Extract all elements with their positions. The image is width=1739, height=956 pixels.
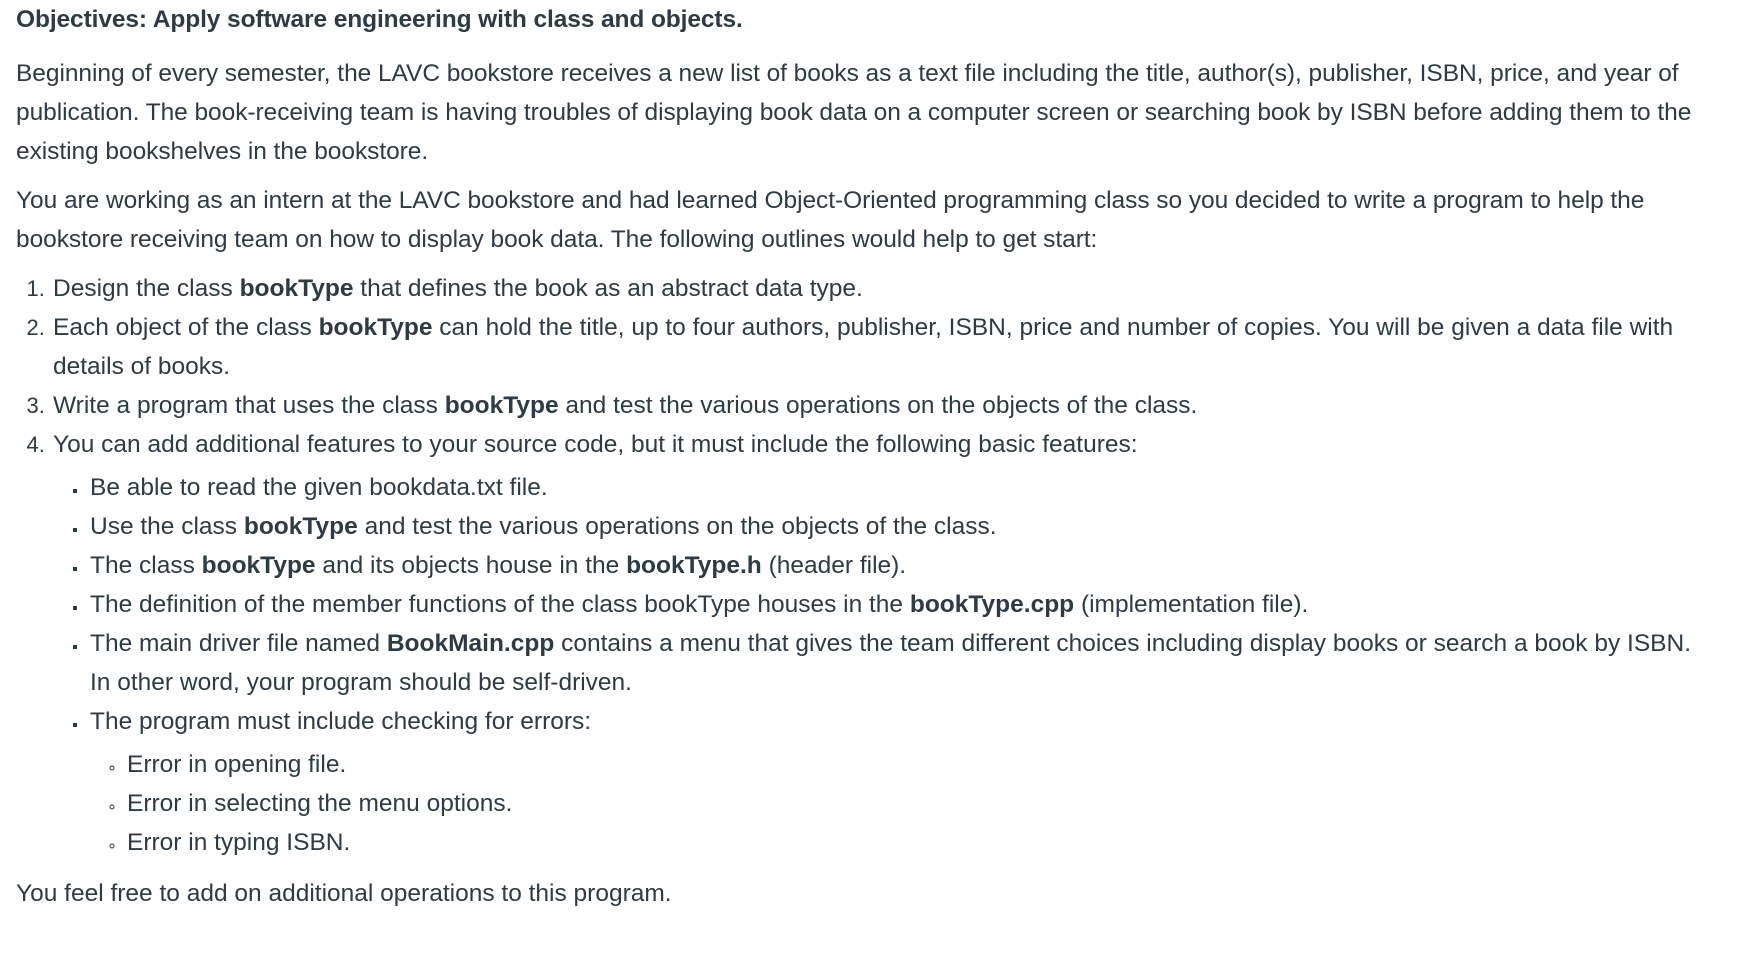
objectives-heading: Objectives: Apply software engineering with class and objects. (16, 6, 743, 33)
feature-text: The program must include checking for errors: (90, 708, 592, 735)
file-name: BookMain.cpp (386, 630, 555, 657)
class-name: bookType (318, 314, 433, 341)
file-name: bookType.cpp (909, 591, 1075, 618)
outline-text: Write a program that uses the class (53, 392, 445, 419)
feature-item-4 (88, 585, 1716, 624)
feature-item-3 (88, 546, 1716, 585)
outline-text: and test the various operations on the objects of the class. (558, 392, 1198, 419)
feature-text: and test the various operations on the objects of the class. (357, 513, 997, 540)
outline-text: You can add additional features to your source code, but it must include the following basic features: (53, 431, 1138, 458)
feature-text: and its objects house in the (315, 552, 627, 579)
error-item-1: ◦ Error in opening file. (125, 745, 1716, 784)
file-name: bookType.h (626, 552, 762, 579)
feature-item-5 (88, 624, 1716, 702)
feature-text: The definition of the member functions of the class bookType houses in the (90, 591, 910, 618)
intro-paragraph-1: Beginning of every semester, the LAVC bookstore receives a new list of books as a text file including the title, author(s), publisher, ISBN, price, and year of publication. The book-receiving team is having troubles of displaying book data on a computer screen or searching book by ISBN before adding them to the existing bookshelves in the bookstore. (16, 60, 1692, 165)
outline-list (16, 269, 1716, 862)
outline-item-3 (51, 386, 1716, 425)
outline-item-2 (51, 308, 1716, 386)
feature-text: The main driver file named (90, 630, 387, 657)
feature-item-1 (88, 468, 1716, 507)
intro-paragraph-2: You are working as an intern at the LAVC bookstore and had learned Object-Oriented programming class so you decided to write a program to help the bookstore receiving team on how to display book data. The following outlines would help to get start: (16, 187, 1645, 253)
outline-text: Design the class (53, 275, 240, 302)
outline-item-4 (51, 425, 1716, 862)
feature-text: contains a menu that gives the team different choices including display books or search a book by ISBN. In other word, your program should be self-driven. (90, 630, 1691, 696)
class-name: bookType (243, 513, 358, 540)
class-name: bookType (444, 392, 559, 419)
error-item-2: ◦ Error in selecting the menu options. (125, 784, 1716, 823)
assignment-content (16, 0, 1716, 913)
feature-item-2 (88, 507, 1716, 546)
error-check-list (90, 745, 1716, 862)
outline-text: can hold the title, up to four authors, publisher, ISBN, price and number of copies. You will be given a data file with details of books. (53, 314, 1674, 380)
outline-text: that defines the book as an abstract data type. (353, 275, 863, 302)
feature-text: Use the class (90, 513, 244, 540)
feature-list (53, 468, 1716, 862)
feature-item-6 (88, 702, 1716, 862)
error-item-3: ◦ Error in typing ISBN. (125, 823, 1716, 862)
feature-text: (implementation file). (1074, 591, 1309, 618)
class-name: bookType (201, 552, 316, 579)
feature-text: The class (90, 552, 202, 579)
closing-paragraph: You feel free to add on additional operations to this program. (16, 880, 672, 907)
outline-item-1 (51, 269, 1716, 308)
feature-text: (header file). (761, 552, 907, 579)
outline-text: Each object of the class (53, 314, 319, 341)
class-name: bookType (239, 275, 354, 302)
feature-text: Be able to read the given bookdata.txt file. (90, 474, 548, 501)
